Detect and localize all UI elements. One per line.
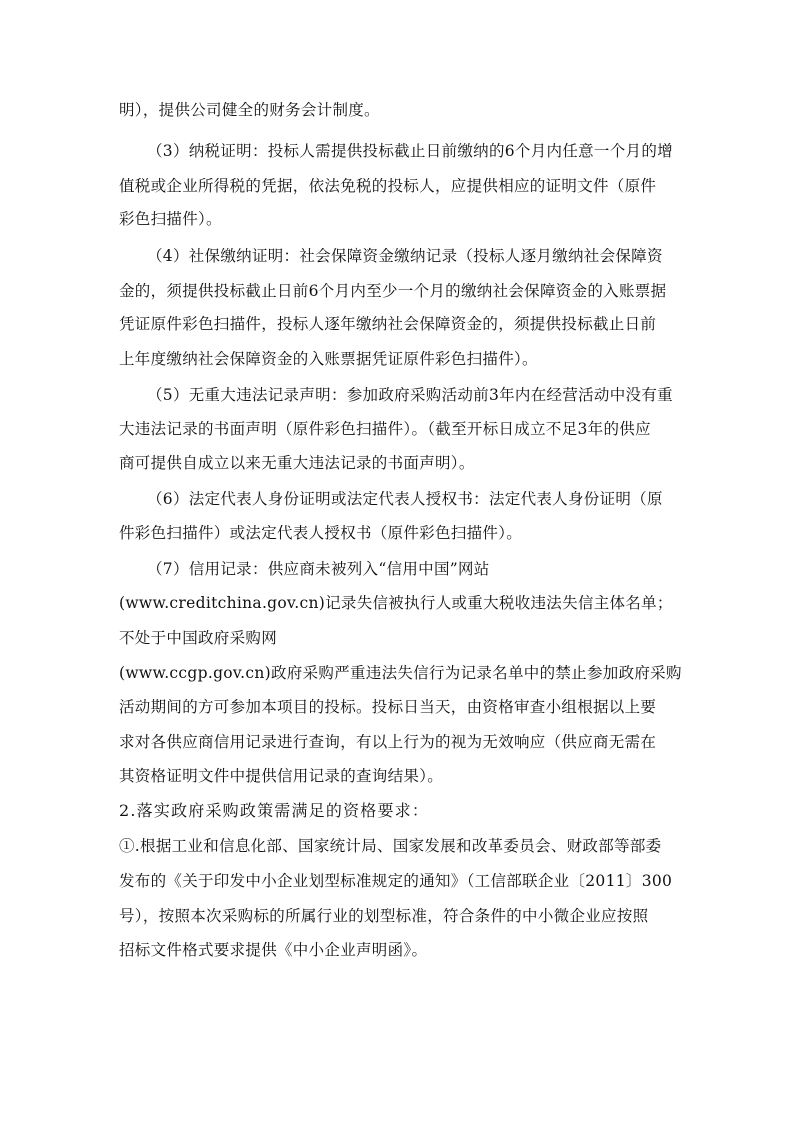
text-line: 求对各供应商信用记录进行查询，有以上行为的视为无效响应（供应商无需在 [119,733,657,751]
section-heading: 2.落实政府采购政策需满足的资格要求： [119,801,430,820]
text-line: 其资格证明文件中提供信用记录的查询结果）。 [119,767,444,785]
text-line: 招标文件格式要求提供《中小企业声明函》。 [119,941,428,959]
text-line: 大违法记录的书面声明（原件彩色扫描件）。（截至开标日成立不足3年的供应 [119,420,651,438]
text-line: 商可提供自成立以来无重大违法记录的书面声明）。 [119,454,475,472]
text-line: （5）无重大违法记录声明：参加政府采购活动前3年内在经营活动中没有重 [147,386,673,404]
text-line: 明），提供公司健全的财务会计制度。 [119,101,380,119]
text-line: (www.ccgp.gov.cn)政府采购严重违法失信行为记录名单中的禁止参加政府采购 [119,664,682,682]
text-line: 件彩色扫描件）或法定代表人授权书（原件彩色扫描件）。 [119,524,523,542]
text-line: （4）社保缴纳证明：社会保障资金缴纳记录（投标人逐月缴纳社会保障资 [147,247,663,265]
text-line: （6）法定代表人身份证明或法定代表人授权书：法定代表人身份证明（原 [147,490,663,508]
text-line: 活动期间的方可参加本项目的投标。投标日当天，由资格审查小组根据以上要 [119,698,657,716]
text-line: (www.creditchina.gov.cn)记录失信被执行人或重大税收违法失信主体名单； [119,594,673,612]
text-line: 不处于中国政府采购网 [119,629,278,647]
text-line: （7）信用记录：供应商未被列入“信用中国”网站 [147,560,490,578]
text-line: ①.根据工业和信息化部、国家统计局、国家发展和改革委员会、财政部等部委 [119,837,662,855]
text-line: （3）纳税证明：投标人需提供投标截止日前缴纳的6个月内任意一个月的增 [147,142,673,160]
text-line: 金的，须提供投标截止日前6个月内至少一个月的缴纳社会保障资金的入账票据 [119,282,667,300]
text-line: 值税或企业所得税的凭据，依法免税的投标人，应提供相应的证明文件（原件 [119,177,657,195]
text-line: 彩色扫描件）。 [119,210,222,228]
text-line: 上年度缴纳社会保障资金的入账票据凭证原件彩色扫描件）。 [119,350,538,368]
text-line: 号），按照本次采购标的所属行业的划型标准，符合条件的中小微企业应按照 [119,907,649,925]
text-line: 凭证原件彩色扫描件，投标人逐年缴纳社会保障资金的，须提供投标截止日前 [119,315,657,333]
text-line: 发布的《关于印发中小企业划型标准规定的通知》（工信部联企业〔2011〕300 [119,872,673,890]
